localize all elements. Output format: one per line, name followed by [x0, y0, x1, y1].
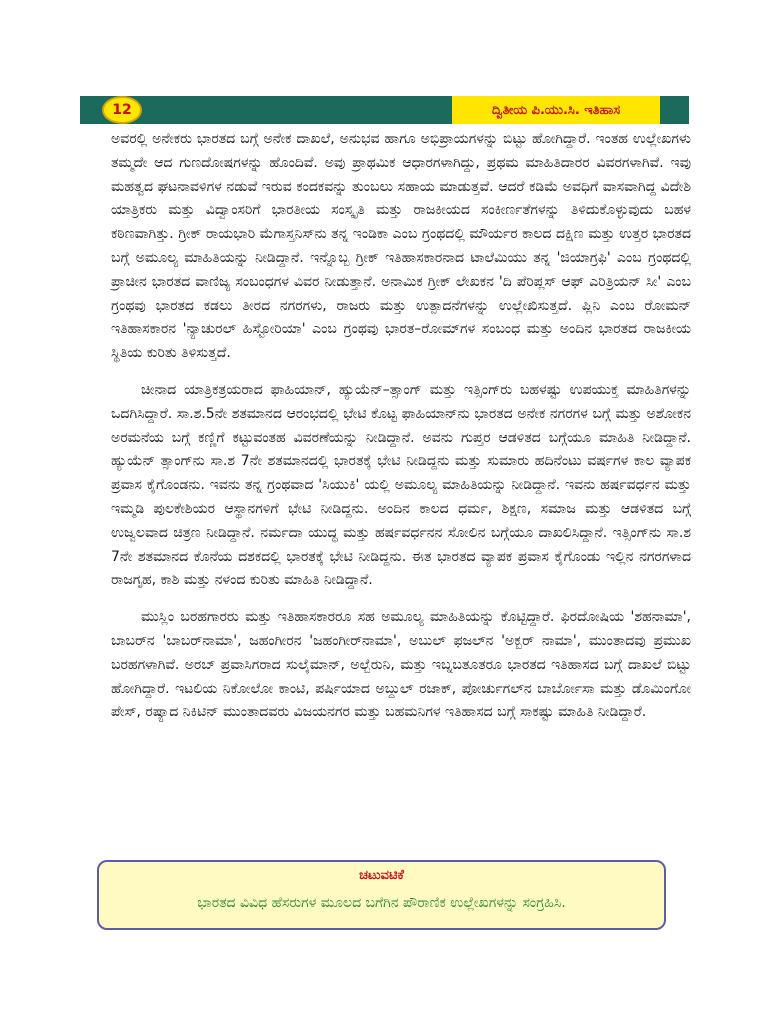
page-number: 12	[102, 96, 142, 124]
paragraph: ಅವರಲ್ಲಿ ಅನೇಕರು ಭಾರತದ ಬಗ್ಗೆ ಅನೇಕ ದಾಖಲೆ, ಅನುಭವ ಹಾಗೂ ಅಭಿಪ್ರಾಯಗಳನ್ನು ಬಿಟ್ಟು ಹೋಗಿದ್ದಾರೆ. ಇಂತಹ ಉಲ್ಲೇಖಗಳು ತಮ್ಮದೇ ಆದ ಗುಣದೋಷಗಳನ್ನು ಹೊಂದಿವೆ. ಅವು ಪ್ರಾಥಮಿಕ ಆಧಾರಗಳಾಗಿದ್ದು, ಪ್ರಥಮ ಮಾಹಿತಿದಾರರ ವಿವರಗಳಾಗಿವೆ. ಇವು ಮಹತ್ವದ ಘಟನಾವಳಿಗಳ ನಡುವೆ ಇರುವ ಕಂದಕವನ್ನು ತುಂಬಲು ಸಹಾಯ ಮಾಡುತ್ತವೆ. ಆದರೆ ಕಡಿಮೆ ಅವಧಿಗೆ ವಾಸವಾಗಿದ್ದ ವಿದೇಶಿ ಯಾತ್ರಿಕರು ಮತ್ತು ವಿದ್ವಾಂಸರಿಗೆ ಭಾರತೀಯ ಸಂಸ್ಕೃತಿ ಮತ್ತು ರಾಜಕೀಯದ ಸಂಕೀರ್ಣತೆಗಳನ್ನು ತಿಳಿದುಕೊಳ್ಳುವುದು ಬಹಳ ಕಠಿಣವಾಗಿತ್ತು. ಗ್ರೀಕ್ ರಾಯಭಾರಿ ಮೆಗಾಸ್ತನಿಸ್‌ನು ತನ್ನ ಇಂಡಿಕಾ ಎಂಬ ಗ್ರಂಥದಲ್ಲಿ ಮೌರ್ಯರ ಕಾಲದ ದಕ್ಷಿಣ ಮತ್ತು ಉತ್ತರ ಭಾರತದ ಬಗ್ಗೆ ಅಮೂಲ್ಯ ಮಾಹಿತಿಯನ್ನು ನೀಡಿದ್ದಾನೆ. ಇನ್ನೊಬ್ಬ ಗ್ರೀಕ್ ಇತಿಹಾಸಕಾರನಾದ ಟಾಲೆಮಿಯು ತನ್ನ 'ಜಿಯಾಗ್ರಫಿ' ಎಂಬ ಗ್ರಂಥದಲ್ಲಿ ಪ್ರಾಚೀನ ಭಾರತದ ವಾಣಿಜ್ಯ ಸಂಬಂಧಗಳ ವಿವರ ನೀಡುತ್ತಾನೆ. ಅನಾಮಿಕ ಗ್ರೀಕ್ ಲೇಖಕನ 'ದಿ ಪೆರಿಪ್ಲಸ್ ಆಫ್ ಎರಿತ್ರಿಯನ್ ಸೀ' ಎಂಬ ಗ್ರಂಥವು ಭಾರತದ ಕಡಲು ತೀರದ ನಗರಗಳು, ರಾಜರು ಮತ್ತು ಉತ್ಪಾದನೆಗಳನ್ನು ಉಲ್ಲೇಖಿಸುತ್ತದೆ. ಪ್ಲಿನಿ ಎಂಬ ರೋಮನ್ ಇತಿಹಾಸಕಾರನ 'ನ್ಯಾಚುರಲ್ ಹಿಸ್ಟೋರಿಯಾ' ಎಂಬ ಗ್ರಂಥವು ಭಾರತ–ರೋಮ್‌ಗಳ ಸಂಬಂಧ ಮತ್ತು ಅಂದಿನ ಭಾರತದ ರಾಜಕೀಯ ಸ್ಥಿತಿಯ ಕುರಿತು ತಿಳಿಸುತ್ತದೆ.	[111, 131, 691, 362]
paragraph: ಚೀನಾದ ಯಾತ್ರಿಕತ್ರಯರಾದ ಫಾಹಿಯಾನ್, ಹ್ಯುಯೆನ್–ತ್ಸಾಂಗ್ ಮತ್ತು ಇತ್ಸಿಂಗ್‌ರು ಬಹಳಷ್ಟು ಉಪಯುಕ್ತ ಮಾಹಿತಿಗಳನ್ನು ಒದಗಿಸಿದ್ದಾರೆ. ಸಾ.ಶ.5ನೇ ಶತಮಾನದ ಆರಂಭದಲ್ಲಿ ಭೇಟಿ ಕೊಟ್ಟ ಫಾಹಿಯಾನ್‌ನು ಭಾರತದ ಅನೇಕ ನಗರಗಳ ಬಗ್ಗೆ ಮತ್ತು ಅಶೋಕನ ಅರಮನೆಯ ಬಗ್ಗೆ ಕಣ್ಣಿಗೆ ಕಟ್ಟುವಂತಹ ವಿವರಣೆಯನ್ನು ನೀಡಿದ್ದಾನೆ. ಅವನು ಗುಪ್ತರ ಆಡಳಿತದ ಬಗ್ಗೆಯೂ ಮಾಹಿತಿ ನೀಡಿದ್ದಾನೆ. ಹ್ಯುಯೆನ್ ತ್ಸಾಂಗ್‌ನು ಸಾ.ಶ 7ನೇ ಶತಮಾನದಲ್ಲಿ ಭಾರತಕ್ಕೆ ಭೇಟಿ ನೀಡಿದ್ದನು ಮತ್ತು ಸುಮಾರು ಹದಿನೆಂಟು ವರ್ಷಗಳ ಕಾಲ ವ್ಯಾಪಕ ಪ್ರವಾಸ ಕೈಗೊಂಡನು. ಇವನು ತನ್ನ ಗ್ರಂಥವಾದ 'ಸಿಯುಕಿ' ಯಲ್ಲಿ ಅಮೂಲ್ಯ ಮಾಹಿತಿಯನ್ನು ನೀಡಿದ್ದಾನೆ. ಇವನು ಹರ್ಷವರ್ಧನ ಮತ್ತು ಇಮ್ಮಡಿ ಪುಲಕೇಶಿಯರ ಆಸ್ಥಾನಗಳಿಗೆ ಭೇಟಿ ನೀಡಿದ್ದನು. ಅಂದಿನ ಕಾಲದ ಧರ್ಮ, ಶಿಕ್ಷಣ, ಸಮಾಜ ಮತ್ತು ಆಡಳಿತದ ಬಗ್ಗೆ ಉಜ್ವಲವಾದ ಚಿತ್ರಣ ನೀಡಿದ್ದಾನೆ. ನರ್ಮದಾ ಯುದ್ಧ ಮತ್ತು ಹರ್ಷವರ್ಧನನ ಸೋಲಿನ ಬಗ್ಗೆಯೂ ದಾಖಲಿಸಿದ್ದಾನೆ. ಇತ್ಸಿಂಗ್‌ನು ಸಾ.ಶ 7ನೇ ಶತಮಾನದ ಕೊನೆಯ ದಶಕದಲ್ಲಿ ಭಾರತಕ್ಕೆ ಭೇಟಿ ನೀಡಿದ್ದನು. ಈತ ಭಾರತದ ವ್ಯಾಪಕ ಪ್ರವಾಸ ಕೈಗೊಂಡು ಇಲ್ಲಿನ ನಗರಗಳಾದ ರಾಜಗೃಹ, ಕಾಶಿ ಮತ್ತು ನಳಂದ ಕುರಿತು ಮಾಹಿತಿ ನೀಡಿದ್ದಾನೆ.	[111, 381, 691, 589]
book-title: ದ್ವಿತೀಯ ಪಿ.ಯು.ಸಿ. ಇತಿಹಾಸ	[452, 96, 660, 124]
activity-text: ಭಾರತದ ವಿವಿಧ ಹೆಸರುಗಳ ಮೂಲದ ಬಗೆಗಿನ ಪೌರಾಣಿಕ ಉಲ್ಲೇಖಗಳನ್ನು ಸಂಗ್ರಹಿಸಿ.	[197, 895, 566, 911]
paragraph: ಮುಸ್ಲಿಂ ಬರಹಗಾರರು ಮತ್ತು ಇತಿಹಾಸಕಾರರೂ ಸಹ ಅಮೂಲ್ಯ ಮಾಹಿತಿಯನ್ನು ಕೊಟ್ಟಿದ್ದಾರೆ. ಫಿರದೋಷಿಯ 'ಶಹನಾಮಾ', ಬಾಬರ್‌ನ 'ಬಾಬರ್‌ನಾಮಾ', ಜಹಂಗೀರನ 'ಜಹಂಗೀರ್‌ನಾಮಾ', ಅಬುಲ್ ಫಜಲ್‌ನ 'ಅಕ್ಬರ್ ನಾಮಾ', ಮುಂತಾದವು ಪ್ರಮುಖ ಬರಹಗಳಾಗಿವೆ. ಅರಬ್ ಪ್ರವಾಸಿಗರಾದ ಸುಲೈಮಾನ್, ಅಲ್ಬೆರುನಿ, ಮತ್ತು ಇಬ್ನಬತೂತರೂ ಭಾರತದ ಇತಿಹಾಸದ ಬಗ್ಗೆ ದಾಖಲೆ ಬಿಟ್ಟು ಹೋಗಿದ್ದಾರೆ. ಇಟಲಿಯ ನಿಕೋಲೋ ಕಾಂಟಿ, ಪರ್ಷಿಯಾದ ಅಬ್ದುಲ್ ರಜಾಕ್, ಪೋರ್ಚುಗಲ್‌ನ ಬಾರ್ಬೋಸಾ ಮತ್ತು ಡೊಮಿಂಗೋ ಪೇಸ್, ರಷ್ಯಾದ ನಿಕಿಟಿನ್ ಮುಂತಾದವರು ವಿಜಯನಗರ ಮತ್ತು ಬಹಮನಿಗಳ ಇತಿಹಾಸದ ಬಗ್ಗೆ ಸಾಕಷ್ಟು ಮಾಹಿತಿ ನೀಡಿದ್ದಾರೆ.	[111, 609, 691, 721]
activity-box	[97, 860, 666, 930]
body-text	[111, 128, 691, 738]
activity-title: ಚಟುವಟಿಕೆ	[359, 868, 404, 883]
